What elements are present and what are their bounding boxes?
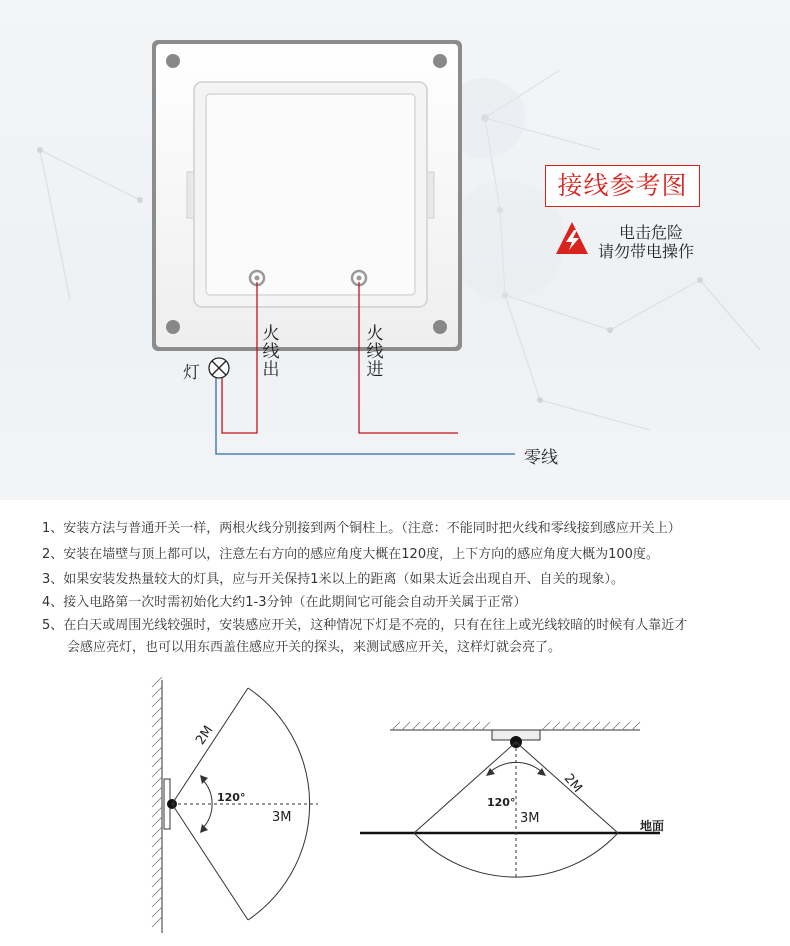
- live-out-char-2: 线: [262, 342, 280, 362]
- ground-label: 地面: [640, 819, 665, 833]
- lamp-icon: [209, 358, 229, 378]
- live-in-char-1: 火: [366, 324, 384, 344]
- ceiling-angle-label: 120°: [487, 796, 516, 809]
- live-in-char-2: 线: [366, 342, 384, 362]
- lamp-label: 灯: [183, 363, 200, 383]
- note-5: 5、在白天或周围光线较强时，安装感应开关，这种情况下灯是不亮的，只有在往上或光线较暗的时候有人靠近才: [42, 618, 688, 633]
- note-1: 1、安装方法与普通开关一样，两根火线分别接到两个铜柱上。（注意：不能同时把火线和零线接到感应开关上）: [42, 521, 681, 536]
- live-out-char-1: 火: [262, 324, 280, 344]
- wall-range-label: 3M: [272, 810, 292, 825]
- ceiling-radius-label: 2M: [560, 771, 585, 796]
- warning-line-2: 请勿带电操作: [598, 242, 695, 261]
- ceiling-mount-diagram: [360, 720, 780, 890]
- warning-icon: [556, 222, 588, 254]
- neutral-wire-label: 零线: [524, 448, 558, 468]
- note-4: 4、接入电路第一次时需初始化大约1-3分钟（在此期间它可能会自动开关属于正常）: [42, 595, 527, 610]
- wall-mount-diagram: [140, 675, 340, 940]
- live-in-char-3: 进: [366, 360, 384, 380]
- warning-line-1: 电击危险: [619, 223, 684, 242]
- note-2: 2、安装在墙壁与顶上都可以，注意左右方向的感应角度大概在120度，上下方向的感应角度大概为100度。: [42, 547, 659, 562]
- wall-radius-label: 2M: [193, 723, 217, 748]
- ceiling-range-label: 3M: [520, 811, 540, 826]
- note-3: 3、如果安装发热量较大的灯具，应与开关保持1米以上的距离（如果太近会出现自开、自关的现象）。: [42, 572, 625, 587]
- live-out-char-3: 出: [262, 360, 280, 380]
- diagram-title: 接线参考图: [545, 165, 700, 207]
- wall-angle-label: 120°: [217, 791, 246, 804]
- note-5-continued: 会感应亮灯，也可以用东西盖住感应开关的探头，来测试感应开关，这样灯就会亮了。: [67, 640, 562, 655]
